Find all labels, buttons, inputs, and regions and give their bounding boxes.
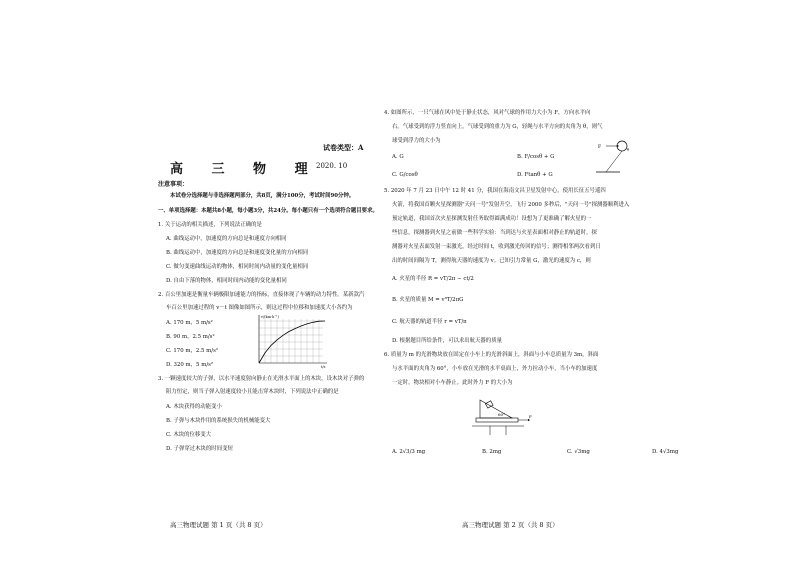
- q6-stem-line-1: 6. 质量为 m 的光滑物块放在固定在小车上的光滑斜面上，斜面与小车总质量为 3m，斜面: [384, 352, 599, 358]
- q6-option-d: D. 4√3mg: [652, 449, 679, 455]
- q4-stem-line-1: 4. 如图所示，一只气球在风中处于静止状态，风对气球的作用力大小为 F，方向水平向: [384, 110, 591, 116]
- page-2: [384, 0, 794, 561]
- q4-label-theta: θ: [627, 148, 630, 152]
- q4-rope: [606, 151, 622, 172]
- q2-graph-grid: [259, 319, 323, 363]
- q6-option-c: C. √3mg: [567, 449, 590, 455]
- q1-option-c: C. 做匀变速曲线运动的物体，相同时间内动量的变化量相同: [166, 264, 309, 270]
- q6-stem-line-3: 一定时，物块相对小车静止。此时外力 F 的大小为: [392, 380, 513, 386]
- q5-stem-line-4: 些信息，探测器到火星之前做一些科学实验：当到达与火星表面相对静止的轨道时，探: [392, 230, 597, 236]
- q1-option-a: A. 曲线运动中，加速度的方向总是和速度方向相同: [166, 236, 287, 242]
- q4-option-c: C. G/cosθ: [392, 172, 418, 178]
- q4-option-a: A. G: [392, 154, 404, 160]
- q3-option-b: B. 子弹与木块作用的系统损失的机械能变大: [166, 418, 271, 424]
- q2-stem-line-1: 2. 百公里加速是衡量车辆极限加速能力的指标，直接体现了车辆的动力特性。某新款汽: [158, 292, 365, 298]
- page-2-footer: 高三物理试题 第 2 页（共 8 页）: [462, 521, 559, 529]
- q1-stem: 1. 关于运动的相关描述，下列说法正确的是: [158, 222, 262, 228]
- q2-option-d: D. 320 m，5 m/s²: [166, 362, 214, 368]
- q2-x-axis-label: t/s: [321, 365, 326, 369]
- page-title: 高 三 物 理: [170, 162, 320, 177]
- q5-stem-line-6: 出的时间间隔为 T，测得航天器的速度为 v。已知引力常量 G，激光的速度为 c，则: [392, 258, 591, 264]
- q6-angle-label: 60°: [498, 412, 506, 417]
- q6-stem-line-2: 与水平面的夹角为 60°，小车放在光滑的水平桌面上，外力拉动小车，当小车的加速度: [392, 366, 598, 372]
- q6-option-a: A. 2√3/3 mg: [392, 449, 426, 455]
- q3-stem-line-2: 阻力恒定，则当子弹入射速度较小且能击穿木块时，下列说法中正确的是: [166, 389, 339, 395]
- exam-type-label: 试卷类型：A: [323, 143, 364, 152]
- q5-stem-line-3: 预定轨道，我国首次火星探测发射任务取得圆满成功！设想为了更准确了解火星的一: [392, 216, 592, 222]
- q5-option-d: D. 根据题目所给条件，可以求出航天器的质量: [392, 338, 502, 344]
- q2-option-b: B. 90 m，2.5 m/s²: [166, 334, 215, 340]
- section-heading: 一、单项选择题：本题共8小题，每小题3分，共24分。每小题只有一个选项符合题目要求。: [158, 208, 378, 214]
- notice-line-1: 本试卷分选择题与非选择题两部分，共8页，满分100分，考试时间90分钟。: [170, 193, 355, 199]
- q2-y-axis-label: v/(km·h⁻¹): [261, 315, 279, 319]
- q5-option-c: C. 航天器的轨道半径 r = vT/π: [392, 319, 467, 325]
- q3-option-a: A. 木块获得的动能变小: [166, 404, 222, 410]
- q3-option-d: D. 子弹穿过木块的时间变短: [166, 446, 233, 452]
- q5-stem-line-1: 5. 2020 年 7 月 23 日中午 12 时 41 分，我国在海南文昌卫星发射中心，使用长征五号遥四: [384, 188, 606, 194]
- q5-stem-line-2: 火箭，将我国首颗火星探测器"天问一号"发射升空，飞行 2000 多秒后，"天问一号"探测器顺利进入: [392, 202, 630, 208]
- notice-heading: 注意事项：: [158, 181, 189, 188]
- q5-stem-line-5: 测器对火星表面发射一束激光，经过时间 t，收到激光传回的信号；测得相邻两次看到日: [392, 244, 601, 250]
- q2-option-c: C. 170 m，2.5 m/s²: [166, 348, 219, 354]
- q2-option-a: A. 170 m，5 m/s²: [166, 320, 213, 326]
- q3-stem-line-1: 3. 一颗速度较大的子弹，以水平速度射向静止在光滑水平面上的木块，设木块对子弹的: [158, 376, 365, 382]
- q1-option-d: D. 自由下落的物体，相同时间内动能的变化量相同: [166, 278, 287, 284]
- q6-incline-diagram: [472, 392, 532, 436]
- q4-option-d: D. Ftanθ + G: [517, 172, 553, 178]
- q2-stem-line-2: 车百公里加速过程的 v－t 图像如图所示，则这过程中位移和加速度大小各约为: [166, 305, 353, 311]
- q4-stem-line-3: 球受到浮力的大小为: [392, 138, 441, 144]
- q4-label-f: F: [598, 145, 602, 150]
- q1-option-b: B. 曲线运动中，加速度的方向总是和速度变化量的方向相同: [166, 250, 309, 256]
- q5-option-b: B. 火星的质量 M = v³T/2πG: [392, 297, 464, 303]
- q4-option-b: B. F/cosθ + G: [517, 154, 555, 160]
- q5-option-a: A. 火星的半径 R = vT/2π − ct/2: [392, 276, 474, 282]
- q2-vt-graph: [253, 313, 331, 369]
- page-1-footer: 高三物理试题 第 1 页（共 8 页）: [170, 521, 267, 529]
- q4-stem-line-2: 右。气球受到的浮力竖直向上，气球受到的重力为 G，轻绳与水平方向的夹角为 θ，则气: [392, 124, 603, 130]
- q6-cart: [476, 418, 518, 422]
- exam-date: 2020. 10: [316, 162, 348, 170]
- q6-incline: [480, 400, 512, 418]
- q6-option-b: B. 2mg: [482, 449, 502, 455]
- q4-balloon-diagram: [592, 138, 634, 176]
- q6-force-label: F: [529, 414, 532, 419]
- q3-option-c: C. 木块的位移变大: [166, 432, 212, 438]
